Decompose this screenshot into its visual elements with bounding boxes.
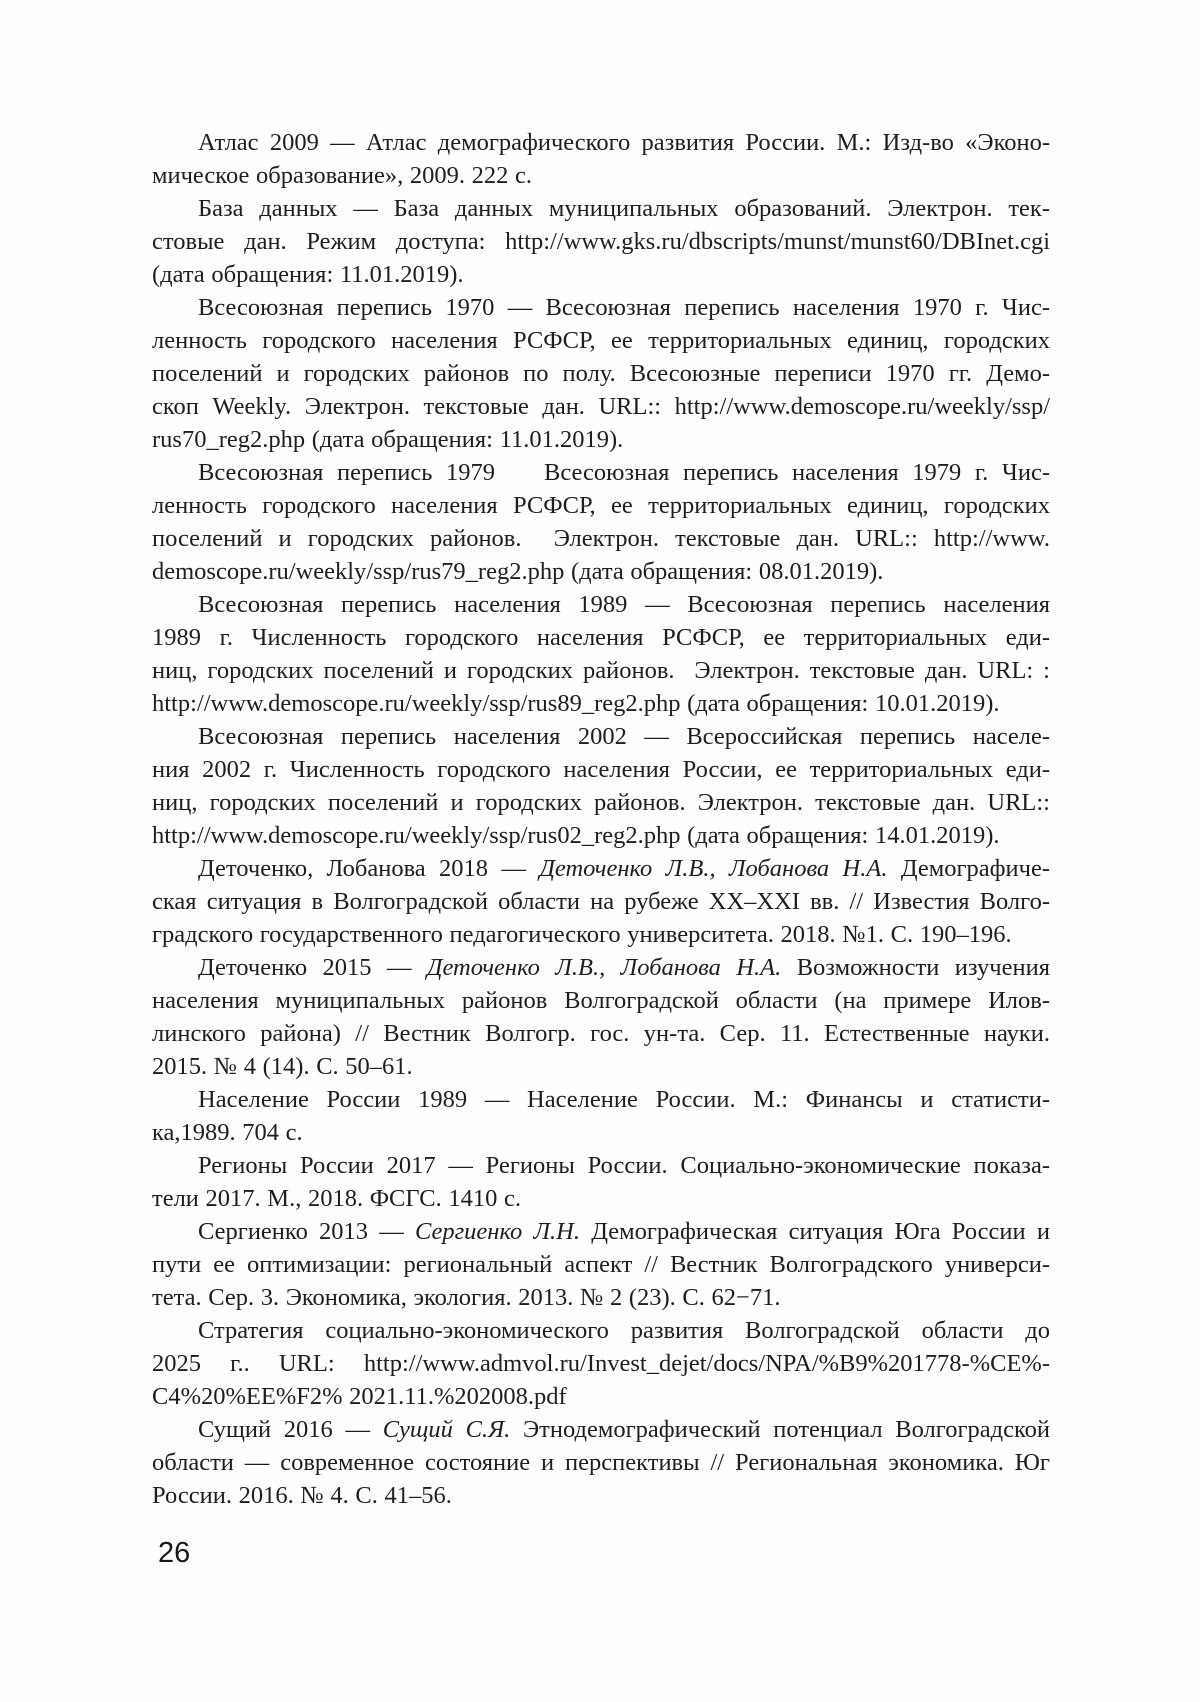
text-line xyxy=(152,456,1050,489)
text-line xyxy=(152,720,1050,753)
text-line xyxy=(152,1281,1050,1314)
text-line xyxy=(152,324,1050,357)
reference-entry xyxy=(152,126,1050,192)
text-segment: Всесоюзная перепись 1979 Всесоюзная перепись населения 1979 г. Чис- xyxy=(198,459,1050,486)
text-segment: 1989 г. Численность городского населения РСФСР, ее территориальных еди- xyxy=(152,624,1050,651)
reference-entry xyxy=(152,1314,1050,1413)
text-line xyxy=(152,1413,1050,1446)
text-line xyxy=(152,687,1050,720)
text-line xyxy=(152,1347,1050,1380)
text-line xyxy=(152,621,1050,654)
text-segment: ленность городского населения РСФСР, ее территориальных единиц, городских xyxy=(152,327,1050,354)
reference-entry xyxy=(152,1215,1050,1314)
text-line xyxy=(152,1017,1050,1050)
text-line xyxy=(152,423,1050,456)
author-name-italic: Сергиенко Л.Н. xyxy=(414,1218,580,1245)
text-line xyxy=(152,951,1050,984)
text-segment: 2025 г.. URL: http://www.admvol.ru/Invest_dejet/docs/NPA/%B9%201778-%CE%- xyxy=(152,1350,1050,1377)
text-segment: http://www.demoscope.ru/weekly/ssp/rus89_reg2.php (дата обращения: 10.01.2019). xyxy=(152,690,1000,717)
text-segment: demoscope.ru/weekly/ssp/rus79_reg2.php (дата обращения: 08.01.2019). xyxy=(152,558,884,585)
text-segment: (дата обращения: 11.01.2019). xyxy=(152,261,464,288)
text-segment: стовые дан. Режим доступа: http://www.gks.ru/dbscripts/munst/munst60/DBInet.cgi xyxy=(152,228,1050,255)
text-line xyxy=(152,819,1050,852)
author-name-italic: Деточенко Л.В., Лобанова Н.А. xyxy=(539,855,888,882)
text-line xyxy=(152,753,1050,786)
text-segment: http://www.demoscope.ru/weekly/ssp/rus02_reg2.php (дата обращения: 14.01.2019). xyxy=(152,822,1000,849)
text-line xyxy=(152,258,1050,291)
text-line xyxy=(152,225,1050,258)
text-segment: ниц, городских поселений и городских районов. Электрон. текстовые дан. URL: : xyxy=(152,657,1050,684)
text-line xyxy=(152,1479,1050,1512)
text-line xyxy=(152,1116,1050,1149)
text-segment: ниц, городских поселений и городских районов. Электрон. текстовые дан. URL:: xyxy=(152,789,1050,816)
text-segment: пути ее оптимизации: региональный аспект // Вестник Волгоградского универси- xyxy=(152,1251,1050,1278)
text-line xyxy=(152,588,1050,621)
text-segment: ленность городского населения РСФСР, ее территориальных единиц, городских xyxy=(152,492,1050,519)
text-line xyxy=(152,159,1050,192)
text-line xyxy=(152,1314,1050,1347)
reference-entry xyxy=(152,1083,1050,1149)
text-segment: поселений и городских районов. Электрон. текстовые дан. URL:: http://www. xyxy=(152,525,1050,552)
text-segment: тели 2017. М., 2018. ФСГС. 1410 с. xyxy=(152,1185,521,1212)
reference-entry xyxy=(152,852,1050,951)
text-segment: Сущий 2016 — xyxy=(198,1416,383,1443)
text-segment: области — современное состояние и перспективы // Региональная экономика. Юг xyxy=(152,1449,1050,1476)
text-line xyxy=(152,786,1050,819)
text-segment: ская ситуация в Волгоградской области на рубеже XX–XXI вв. // Известия Волго- xyxy=(152,888,1050,915)
text-segment: C4%20%EE%F2% 2021.11.%202008.pdf xyxy=(152,1383,567,1410)
text-line xyxy=(152,489,1050,522)
text-line xyxy=(152,1050,1050,1083)
text-segment: градского государственного педагогического университета. 2018. №1. С. 190–196. xyxy=(152,921,1012,948)
references-list xyxy=(152,126,1050,1512)
text-segment: ка,1989. 704 с. xyxy=(152,1119,303,1146)
text-line xyxy=(152,918,1050,951)
text-line xyxy=(152,1083,1050,1116)
text-line xyxy=(152,126,1050,159)
text-segment: тета. Сер. 3. Экономика, экология. 2013. № 2 (23). С. 62−71. xyxy=(152,1284,781,1311)
text-line xyxy=(152,1380,1050,1413)
reference-entry xyxy=(152,588,1050,720)
text-line xyxy=(152,357,1050,390)
text-segment: Атлас 2009 — Атлас демографического развития России. М.: Изд-во «Эконо- xyxy=(198,129,1050,156)
text-line xyxy=(152,1182,1050,1215)
text-line xyxy=(152,654,1050,687)
reference-entry xyxy=(152,1149,1050,1215)
text-segment: rus70_reg2.php (дата обращения: 11.01.2019). xyxy=(152,426,624,453)
text-segment: Сергиенко 2013 — xyxy=(198,1218,415,1245)
reference-entry xyxy=(152,291,1050,456)
text-line xyxy=(152,390,1050,423)
text-segment: Деточенко 2015 — xyxy=(198,954,427,981)
text-line xyxy=(152,291,1050,324)
text-line xyxy=(152,555,1050,588)
text-segment: Стратегия социально-экономического развития Волгоградской области до xyxy=(198,1317,1050,1344)
text-segment: мическое образование», 2009. 222 с. xyxy=(152,162,532,189)
text-segment: поселений и городских районов по полу. Всесоюзные переписи 1970 гг. Демо- xyxy=(152,360,1050,387)
text-segment: Демографиче- xyxy=(887,855,1050,882)
reference-entry xyxy=(152,456,1050,588)
reference-entry xyxy=(152,1413,1050,1512)
text-segment: Население России 1989 — Население России. М.: Финансы и статисти- xyxy=(198,1086,1050,1113)
text-segment: Регионы России 2017 — Регионы России. Социально-экономические показа- xyxy=(198,1152,1050,1179)
page-number: 26 xyxy=(158,1537,191,1569)
text-line xyxy=(152,192,1050,225)
text-segment: Всесоюзная перепись населения 2002 — Всероссийская перепись населе- xyxy=(198,723,1050,750)
text-segment: ния 2002 г. Численность городского населения России, ее территориальных еди- xyxy=(152,756,1050,783)
text-segment: скоп Weekly. Электрон. текстовые дан. URL:: http://www.demoscope.ru/weekly/ssp/ xyxy=(152,393,1050,420)
author-name-italic: Деточенко Л.В., Лобанова Н.А. xyxy=(426,954,782,981)
text-segment: Этнодемографический потенциал Волгоградской xyxy=(510,1416,1050,1443)
text-line xyxy=(152,1149,1050,1182)
text-line xyxy=(152,852,1050,885)
text-line xyxy=(152,1215,1050,1248)
text-segment: линского района) // Вестник Волгогр. гос. ун-та. Сер. 11. Естественные науки. xyxy=(152,1020,1050,1047)
reference-entry xyxy=(152,720,1050,852)
text-segment: Деточенко, Лобанова 2018 — xyxy=(198,855,540,882)
text-segment: 2015. № 4 (14). С. 50–61. xyxy=(152,1053,413,1080)
text-line xyxy=(152,1446,1050,1479)
text-line xyxy=(152,984,1050,1017)
author-name-italic: Сущий С.Я. xyxy=(382,1416,511,1443)
text-segment: Всесоюзная перепись 1970 — Всесоюзная перепись населения 1970 г. Чис- xyxy=(198,294,1050,321)
text-segment: Демографическая ситуация Юга России и xyxy=(580,1218,1050,1245)
reference-entry xyxy=(152,192,1050,291)
text-segment: Всесоюзная перепись населения 1989 — Всесоюзная перепись населения xyxy=(198,591,1050,618)
text-segment: База данных — База данных муниципальных образований. Электрон. тек- xyxy=(198,195,1050,222)
text-line xyxy=(152,885,1050,918)
text-line xyxy=(152,1248,1050,1281)
text-segment: населения муниципальных районов Волгоградской области (на примере Илов- xyxy=(152,987,1050,1014)
text-segment: Возможности изучения xyxy=(781,954,1050,981)
text-line xyxy=(152,522,1050,555)
text-segment: России. 2016. № 4. С. 41–56. xyxy=(152,1482,452,1509)
reference-entry xyxy=(152,951,1050,1083)
